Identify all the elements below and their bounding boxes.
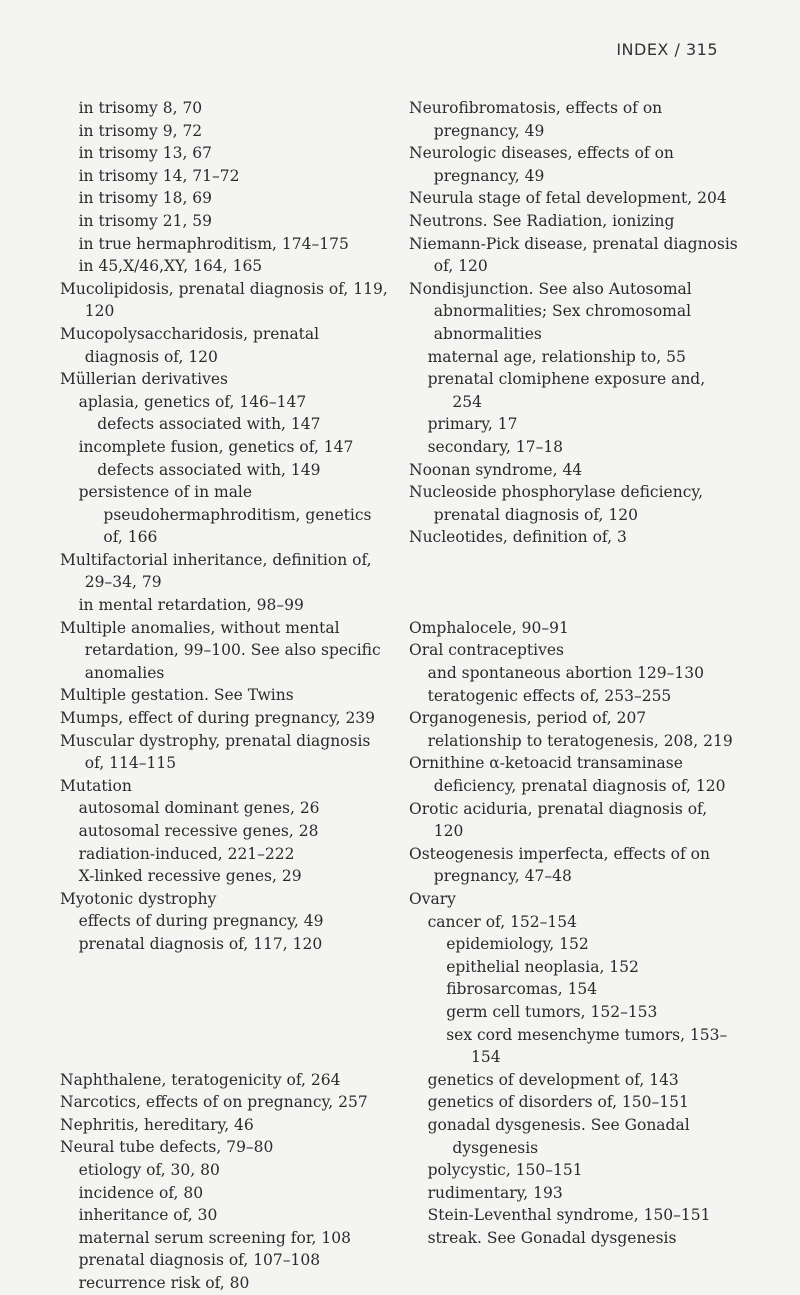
- index-entry: Multiple anomalies, without mental retardation, 99–100. See also specific anomalies: [60, 618, 381, 682]
- index-entry: Müllerian derivatives: [60, 370, 228, 389]
- index-entry: Mutation: [60, 776, 132, 795]
- index-entry: Mucopolysaccharidosis, prenatal diagnosis of, 120: [60, 324, 320, 366]
- index-entry: defects associated with, 147: [97, 415, 321, 434]
- index-entry: defects associated with, 149: [97, 460, 321, 479]
- index-entry: Organogenesis, period of, 207: [409, 709, 647, 728]
- index-entry: genetics of disorders of, 150–151: [427, 1093, 689, 1112]
- index-entry: in trisomy 21, 59: [78, 211, 213, 230]
- index-entry: Multiple gestation. See Twins: [60, 686, 294, 705]
- index-entry: sex cord mesenchyme tumors, 153–154: [446, 1025, 728, 1067]
- index-entry: Nephritis, hereditary, 46: [60, 1115, 254, 1134]
- index-entry: recurrence risk of, 80: [78, 1273, 250, 1292]
- index-entry: prenatal diagnosis of, 107–108: [78, 1251, 321, 1270]
- index-entry: Mumps, effect of during pregnancy, 239: [60, 709, 376, 728]
- index-entry: Neural tube defects, 79–80: [60, 1138, 274, 1157]
- index-entry: inheritance of, 30: [78, 1206, 218, 1225]
- index-entry: etiology of, 30, 80: [78, 1160, 220, 1179]
- index-entry: germ cell tumors, 152–153: [446, 1002, 658, 1021]
- index-entry: Neurologic diseases, effects of on pregnancy, 49: [409, 144, 674, 185]
- index-entry: streak. See Gonadal dysgenesis: [427, 1228, 677, 1247]
- index-entry: Naphthalene, teratogenicity of, 264: [60, 1070, 341, 1089]
- index-entry: primary, 17: [427, 415, 518, 434]
- index-entry: prenatal clomiphene exposure and, 254: [427, 370, 706, 411]
- index-entry: Osteogenesis imperfecta, effects of on pregnancy, 47–48: [409, 844, 710, 886]
- index-entry: in trisomy 8, 70: [78, 99, 203, 117]
- index-entry: Myotonic dystrophy: [60, 889, 217, 908]
- index-entry: genetics of development of, 143: [427, 1070, 679, 1089]
- index-entry: prenatal diagnosis of, 117, 120: [78, 934, 323, 953]
- index-entry: autosomal recessive genes, 28: [78, 822, 319, 840]
- index-entry: Neutrons. See Radiation, ionizing: [409, 211, 675, 230]
- index-entry: Niemann-Pick disease, prenatal diagnosis of, 120: [409, 234, 738, 276]
- index-entry: X-linked recessive genes, 29: [78, 867, 302, 886]
- index-entry: Neurofibromatosis, effects of on pregnancy, 49: [409, 99, 663, 140]
- index-entry: in trisomy 9, 72: [78, 121, 203, 140]
- index-entry: Narcotics, effects of on pregnancy, 257: [60, 1093, 368, 1112]
- index-entry: autosomal dominant genes, 26: [78, 799, 320, 818]
- index-entry: in 45,X/46,XY, 164, 165: [78, 257, 263, 276]
- index-entry: Nucleotides, definition of, 3: [409, 528, 627, 547]
- running-head: INDEX / 315: [616, 40, 718, 59]
- index-entry: epidemiology, 152: [446, 935, 589, 954]
- index-entry: maternal serum screening for, 108: [78, 1228, 351, 1247]
- index-entry: fibrosarcomas, 154: [446, 980, 598, 999]
- index-entry: Ovary: [409, 890, 456, 908]
- index-entry: rudimentary, 193: [427, 1183, 563, 1202]
- index-entry: incidence of, 80: [78, 1183, 204, 1202]
- index-entry: Nucleoside phosphorylase deficiency, prenatal diagnosis of, 120: [409, 483, 704, 524]
- index-column-left: [60, 97, 390, 1295]
- index-entry: in true hermaphroditism, 174–175: [78, 234, 349, 253]
- index-entry: secondary, 17–18: [427, 437, 564, 456]
- index-entry: teratogenic effects of, 253–255: [427, 686, 672, 705]
- index-entry: Stein-Leventhal syndrome, 150–151: [427, 1206, 711, 1225]
- index-entry: and spontaneous abortion 129–130: [427, 664, 704, 683]
- index-entry: Omphalocele, 90–91: [409, 618, 569, 637]
- index-entry: Ornithine α-ketoacid transaminase deficiency, prenatal diagnosis of, 120: [409, 754, 726, 796]
- index-entry: in trisomy 18, 69: [78, 189, 213, 208]
- index-entry: Noonan syndrome, 44: [409, 460, 583, 479]
- letter-group-gap: [60, 956, 390, 1069]
- index-entry: effects of during pregnancy, 49: [78, 912, 324, 931]
- index-entry: gonadal dysgenesis. See Gonadal dysgenesis: [427, 1115, 690, 1157]
- letter-group-gap: [409, 549, 739, 617]
- index-entry: incomplete fusion, genetics of, 147: [78, 437, 354, 456]
- index-entry: Mucolipidosis, prenatal diagnosis of, 119, 120: [60, 279, 388, 321]
- index-entry: Oral contraceptives: [409, 641, 564, 660]
- index-column-right: [409, 97, 739, 1250]
- index-entry: Multifactorial inheritance, definition of, 29–34, 79: [60, 550, 372, 592]
- index-entry: epithelial neoplasia, 152: [446, 957, 639, 976]
- index-entry: aplasia, genetics of, 146–147: [78, 392, 307, 411]
- index-entry: Orotic aciduria, prenatal diagnosis of, 120: [409, 799, 708, 841]
- index-entry: persistence of in male pseudohermaphroditism, genetics of, 166: [78, 483, 372, 547]
- index-entry: Nondisjunction. See also Autosomal abnormalities; Sex chromosomal abnormalities: [409, 279, 692, 343]
- index-entry: relationship to teratogenesis, 208, 219: [427, 731, 733, 750]
- index-entry: polycystic, 150–151: [427, 1161, 583, 1180]
- index-entry: maternal age, relationship to, 55: [427, 347, 686, 366]
- index-entry: radiation-induced, 221–222: [78, 844, 295, 863]
- index-entry: Neurula stage of fetal development, 204: [409, 189, 727, 208]
- index-entry: in trisomy 13, 67: [78, 144, 213, 163]
- index-entry: Muscular dystrophy, prenatal diagnosis of, 114–115: [60, 731, 371, 773]
- index-entry: in mental retardation, 98–99: [78, 596, 304, 615]
- index-entry: cancer of, 152–154: [427, 912, 577, 931]
- index-entry: in trisomy 14, 71–72: [78, 166, 240, 185]
